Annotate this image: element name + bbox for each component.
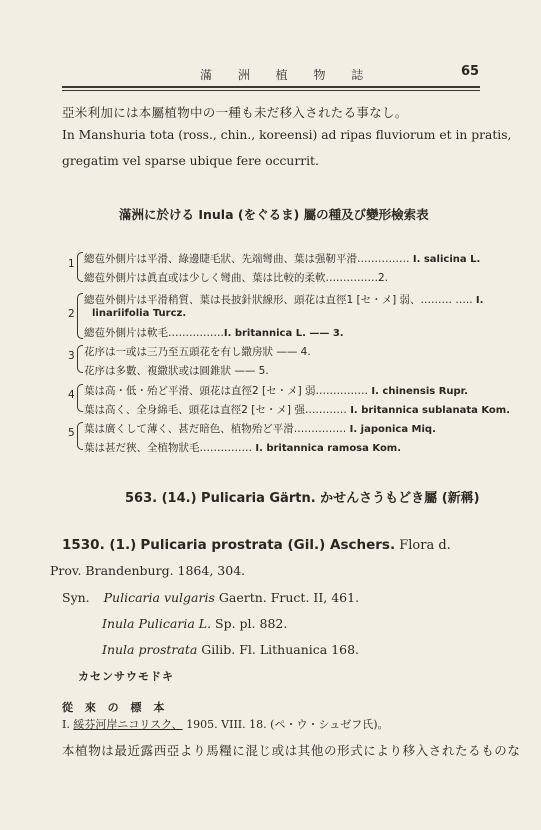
- synonym-row: [102, 642, 359, 657]
- specimen-collector: (ペ・ウ・シュゼフ氏)。: [270, 718, 389, 731]
- species-citation: Flora d.: [399, 538, 451, 553]
- header-rule-thick: [62, 86, 480, 88]
- running-header-title: 滿 洲 植 物 誌: [200, 68, 375, 82]
- key-row: 總苞外側片は眞直或は少しく彎曲、葉は比較的柔軟……………2.: [84, 272, 389, 284]
- page-number: 65: [461, 64, 480, 79]
- key-row: 葉は廣くして薄く、甚だ暗色、植物殆ど平滑…………… I. japonica Miq.: [84, 423, 436, 435]
- key-row: 總苞外側片は平滑稍質、葉は長披針狀線形、頭花は直徑1 [セ・メ] 弱、……… ….. I.: [84, 294, 484, 306]
- key-number-4: 4: [68, 389, 75, 401]
- key-row: linariifolia Turcz.: [92, 308, 187, 319]
- key-brace-4: [77, 384, 83, 412]
- intro-latin-line-1: In Manshuria tota (ross., chin., koreensi) ad ripas fluviorum et in pratis,: [62, 128, 512, 142]
- key-brace-2: [77, 293, 83, 339]
- body-text-line: 本植物は最近露西亞より馬糧に混じ或は其他の形式により移入されたるものな: [62, 743, 521, 758]
- key-row: 總苞外側片は軟毛…………….I. britannica L. —— 3.: [84, 327, 344, 339]
- key-number-5: 5: [68, 427, 75, 439]
- key-number-1: 1: [68, 258, 75, 270]
- japanese-common-name: カセンサウモドキ: [78, 670, 174, 683]
- key-row: 花序は多數、複繖狀或は圓錐狀 —— 5.: [84, 365, 269, 377]
- synonym-label: Syn.: [62, 590, 90, 605]
- synonym-row: [62, 590, 359, 605]
- key-title: 滿洲に於ける Inula (をぐるま) 屬の種及び變形檢索表: [119, 207, 429, 222]
- specimen-prefix: I.: [62, 718, 70, 731]
- key-row: 葉は甚だ狹、全植物狀毛…………… I. britannica ramosa Kom.: [84, 442, 402, 454]
- species-citation-cont: Prov. Brandenburg. 1864, 304.: [50, 563, 246, 578]
- key-row: 總苞外側片は平滑、綠邊睫毛狀、先端彎曲、葉は强靭平滑…………… I. salicina L.: [84, 253, 481, 265]
- intro-latin-line-2: gregatim vel sparse ubique fere occurrit.: [62, 154, 319, 168]
- intro-japanese-line: 亞米利加には本屬植物中の一種も未だ移入されたる事なし。: [62, 105, 408, 120]
- species-heading: [62, 537, 451, 553]
- specimens-heading: 從 來 の 標 本: [62, 701, 169, 714]
- synonym-row: [102, 616, 287, 631]
- specimen-record: [62, 716, 389, 732]
- synonym-name: Inula prostrata: [102, 642, 198, 657]
- key-brace-1: [77, 252, 83, 282]
- header-rule-thin: [62, 90, 480, 91]
- key-row: 花序は一或は三乃至五頭花を有し繖房狀 —— 4.: [84, 346, 311, 358]
- key-brace-3: [77, 345, 83, 373]
- specimen-date: 1905. VIII. 18.: [186, 718, 267, 731]
- synonym-author: Sp. pl. 882.: [215, 616, 288, 631]
- genus-heading: 563. (14.) Pulicaria Gärtn. かせんさうもどき屬 (新稱): [125, 491, 480, 506]
- specimen-locality: 綏芬河岸ニコリスク、: [73, 718, 183, 731]
- synonym-author: Gilib. Fl. Lithuanica 168.: [201, 642, 360, 657]
- synonym-name: Pulicaria vulgaris: [103, 590, 215, 605]
- key-row: 葉は高・低・殆ど平滑、頭花は直徑2 [セ・メ] 弱…………… I. chinensis Rupr.: [84, 385, 468, 397]
- key-number-3: 3: [68, 350, 75, 362]
- synonym-author: Gaertn. Fruct. II, 461.: [218, 590, 360, 605]
- key-brace-5: [77, 422, 83, 450]
- species-name: Pulicaria prostrata (Gil.) Aschers.: [140, 537, 396, 553]
- species-number: 1530. (1.): [62, 537, 137, 553]
- key-number-2: 2: [68, 308, 75, 320]
- synonym-name: Inula Pulicaria L.: [102, 616, 212, 631]
- key-row: 葉は高く、全身綿毛、頭花は直徑2 [セ・メ] 强………… I. britannica sublanata Kom.: [84, 404, 511, 416]
